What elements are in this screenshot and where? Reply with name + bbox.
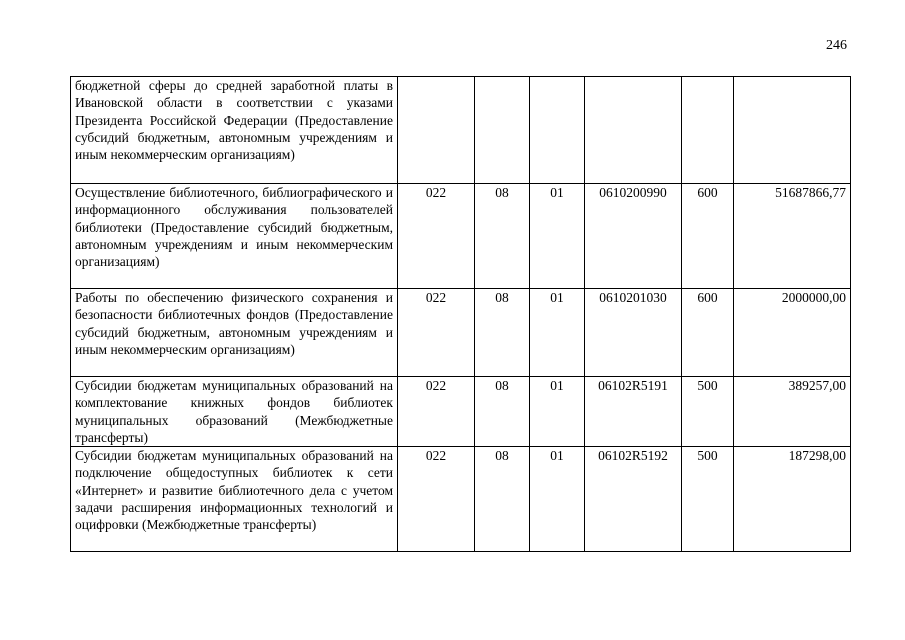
- row-description: Работы по обеспечению физического сохранения и безопасности библиотечных фондов (Предоставление субсидий бюджетным, автономным учреждениям и иным некоммерческим организациям): [71, 289, 398, 377]
- expense-type-code: 600: [682, 184, 734, 289]
- subsection-code: 01: [530, 289, 585, 377]
- row-description: Субсидии бюджетам муниципальных образований на комплектование книжных фондов библиотек муниципальных образований (Межбюджетные трансферты): [71, 377, 398, 447]
- row-description: Субсидии бюджетам муниципальных образований на подключение общедоступных библиотек к сети «Интернет» и развитие библиотечного дела с учетом задачи расширения информационных технологий и оцифровки (Межбюджетные трансферты): [71, 447, 398, 552]
- expense-type-code: 500: [682, 377, 734, 447]
- table-row: [71, 77, 851, 184]
- ministry-code: 022: [398, 447, 475, 552]
- subsection-code: 01: [530, 377, 585, 447]
- row-description: бюджетной сферы до средней заработной платы в Ивановской области в соответствии с указами Президента Российской Федерации (Предоставление субсидий бюджетным, автономным учреждениям и иным некоммерческим организациям): [71, 77, 398, 184]
- ministry-code: 022: [398, 184, 475, 289]
- expense-type-code: 600: [682, 289, 734, 377]
- row-description: Осуществление библиотечного, библиографического и информационного обслуживания пользователей библиотеки (Предоставление субсидий бюджетным, автономным учреждениям и иным некоммерческим организациям): [71, 184, 398, 289]
- page-number: 246: [826, 38, 847, 53]
- target-article-code: [585, 77, 682, 184]
- target-article-code: 0610201030: [585, 289, 682, 377]
- ministry-code: 022: [398, 377, 475, 447]
- target-article-code: 0610200990: [585, 184, 682, 289]
- amount: 51687866,77: [734, 184, 851, 289]
- ministry-code: 022: [398, 289, 475, 377]
- subsection-code: [530, 77, 585, 184]
- amount: 187298,00: [734, 447, 851, 552]
- table-row: [71, 184, 851, 289]
- amount: 389257,00: [734, 377, 851, 447]
- target-article-code: 06102R5192: [585, 447, 682, 552]
- table-row: [71, 447, 851, 552]
- table-row: [71, 289, 851, 377]
- table-row: [71, 377, 851, 447]
- subsection-code: 01: [530, 447, 585, 552]
- section-code: 08: [475, 184, 530, 289]
- section-code: [475, 77, 530, 184]
- amount: 2000000,00: [734, 289, 851, 377]
- ministry-code: [398, 77, 475, 184]
- section-code: 08: [475, 447, 530, 552]
- expense-type-code: [682, 77, 734, 184]
- section-code: 08: [475, 377, 530, 447]
- amount: [734, 77, 851, 184]
- expense-type-code: 500: [682, 447, 734, 552]
- target-article-code: 06102R5191: [585, 377, 682, 447]
- subsection-code: 01: [530, 184, 585, 289]
- budget-table: [70, 76, 851, 552]
- section-code: 08: [475, 289, 530, 377]
